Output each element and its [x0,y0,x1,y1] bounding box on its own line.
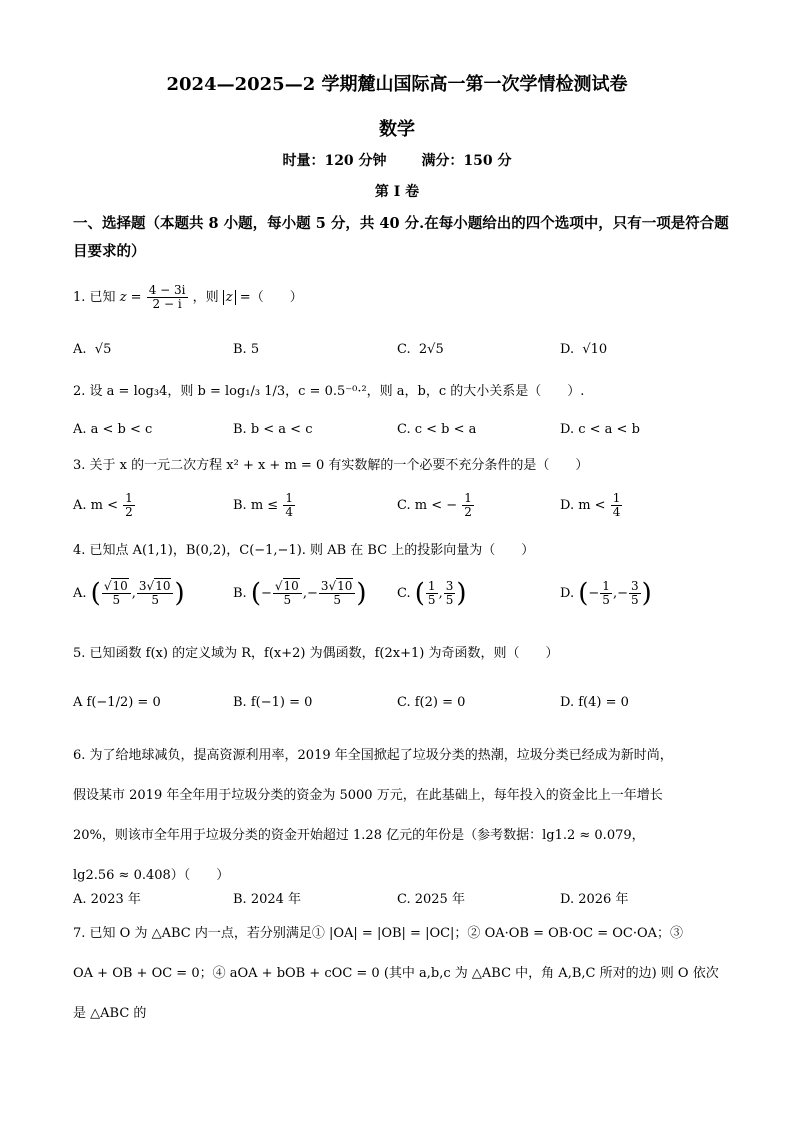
q5-option-b[interactable]: B. f(−1) = 0 [233,695,313,710]
q2-option-d[interactable]: D. c < a < b [560,422,640,437]
denominator: 4 [285,505,293,519]
q7-line-1: 7. 已知 O 为 △ABC 内一点，若分别满足① |OA| = |OB| = |OC|；② OA·OB = OB·OC = OC·OA；③ [73,926,684,941]
q5-options [73,695,733,725]
fraction [444,580,456,607]
q1-abs-z: z [223,290,236,305]
numerator: 1 [602,579,610,593]
numerator: 3 [630,579,639,593]
q3-option-a[interactable] [73,492,136,519]
subject-title: 数学 [379,119,415,140]
numerator: 3 [445,579,454,593]
q4-option-a[interactable]: A. ( $\frac{√10}{5}$ , $\frac{3√10}{5}$ ) [73,578,185,609]
part-label: 第 I 卷 [374,184,420,200]
q6-line-1: 6. 为了给地球减负，提高资源利用率，2019 年全国掀起了垃圾分类的热潮，垃圾分类已经成为新时尚， [73,748,673,763]
q6-line-2: 假设某市 2019 年全年用于垃圾分类的资金为 5000 万元，在此基础上，每年投入的资金比上一年增长 [73,788,663,803]
q1-option-c[interactable] [397,342,444,357]
option-fraction [611,492,623,519]
q3-option-c[interactable] [397,492,475,519]
denominator: 5 [630,593,639,607]
option-letter: C. [397,586,411,601]
q1-prefix: 1. 已知 [73,290,116,305]
full-score: 满分：150 分 [421,153,512,169]
option-text: B. m ≤ [233,498,279,513]
option-fraction [283,492,295,519]
question-6 [73,736,723,896]
time-limit: 时量：120 分钟 [282,153,387,169]
paren-left: ( [414,578,425,609]
option-fraction [123,492,135,519]
fraction [319,580,356,607]
option-value: √10 [582,342,608,357]
denominator: 5 [427,593,436,607]
q2-option-b[interactable]: B. b < a < c [233,422,313,437]
option-text: C. m < − [397,498,458,513]
option-value: 5 [250,342,260,357]
q1-option-d[interactable] [560,342,607,357]
denominator: 5 [112,593,121,607]
q1-mid: ，则 [192,290,219,305]
paren-right: ) [356,578,367,609]
q6-option-d[interactable]: D. 2026 年 [560,892,629,907]
question-4: 4. 已知点 A(1,1)，B(0,2)，C(−1,−1). 则 AB 在 BC 上的投影向量为（ ） [73,543,535,558]
option-value: √5 [94,342,112,357]
option-text: A. m < [73,498,119,513]
q6-line-4: lg2.56 ≈ 0.408）（ ） [73,868,230,883]
paren-left: ( [578,578,589,609]
q1-denominator: 2 − i [152,297,182,311]
option-fraction [462,492,474,519]
q6-option-a[interactable]: A. 2023 年 [73,892,141,907]
option-letter: A. [73,342,87,357]
denominator: 5 [151,593,159,607]
denominator: 4 [612,505,621,519]
question-2: 2. 设 a = log₃4，则 b = log₁/₃ 1/3，c = 0.5⁻⁰·²，则 a，b，c 的大小关系是（ ）. [73,384,585,399]
q3-option-d[interactable] [560,492,623,519]
denominator: 2 [125,505,133,519]
numerator: 1 [464,491,472,505]
q3-option-b[interactable] [233,492,296,519]
q4-option-c[interactable]: C. ( $\frac{1}{5}$ , $\frac{3}{5}$ ) [397,578,467,609]
question-3: 3. 关于 x 的一元二次方程 x² + x + m = 0 有实数解的一个必要不充分条件的是（ ） [73,458,589,473]
q1-z: z = [119,290,142,305]
numerator: 3√10 [319,580,356,594]
paren-right: ) [456,578,467,609]
paren-left: ( [250,578,261,609]
q7-line-2: OA + OB + OC = 0；④ aOA + bOB + cOC = 0 (其中 a,b,c 为 △ABC 中，角 A,B,C 所对的边) 则 O 依次 [73,966,719,981]
numerator: 1 [612,491,621,505]
q4-options [73,580,733,624]
q5-option-a[interactable]: A f(−1/2) = 0 [73,695,161,710]
q2-option-a[interactable]: A. a < b < c [73,422,153,437]
q4-option-d[interactable]: D. (− $\frac{1}{5}$ ,− $\frac{3}{5}$ ) [560,578,652,609]
fraction [600,580,612,607]
question-5: 5. 已知函数 f(x) 的定义域为 R，f(x+2) 为偶函数，f(2x+1) 为奇函数，则（ ） [73,646,559,661]
q2-option-c[interactable]: C. c < b < a [397,422,477,437]
option-letter: C. [397,342,411,357]
fraction [137,580,174,607]
q5-option-c[interactable]: C. f(2) = 0 [397,695,466,710]
q1-eq: =（ ） [239,290,303,305]
paren-right: ) [641,578,652,609]
q4-option-b[interactable]: B. (− $\frac{√10}{5}$ ,− $\frac{3√10}{5}$ ) [233,578,367,609]
option-text: D. m < [560,498,606,513]
q1-numerator: 4 − 3i [148,283,186,297]
fraction [629,580,641,607]
fraction [426,580,438,607]
q1-fraction [147,284,188,311]
paren-right: ) [174,578,185,609]
numerator: √10 [273,580,302,594]
numerator: 1 [285,491,293,505]
numerator: 1 [427,579,436,593]
q7-line-3: 是 △ABC 的 [73,1006,147,1021]
option-letter: A. [73,586,87,601]
q6-option-b[interactable]: B. 2024 年 [233,892,302,907]
numerator: 3√10 [137,580,174,594]
question-7 [73,914,733,1034]
fraction [273,580,302,607]
fraction [102,580,131,607]
denominator: 5 [445,593,454,607]
option-value: 2√5 [418,342,444,357]
q1-option-a[interactable] [73,342,111,357]
denominator: 5 [283,593,292,607]
q6-option-c[interactable]: C. 2025 年 [397,892,465,907]
question-1 [73,284,303,311]
numerator: √10 [102,580,131,594]
denominator: 5 [602,593,610,607]
q3-options [73,492,733,522]
q5-option-d[interactable]: D. f(4) = 0 [560,695,629,710]
q1-option-b[interactable] [233,342,259,357]
exam-title: 2024—2025—2 学期麓山国际高一第一次学情检测试卷 [166,74,628,95]
exam-meta [0,150,794,170]
numerator: 1 [125,491,133,505]
q2-options [73,422,733,452]
option-letter: B. [233,586,247,601]
denominator: 2 [464,505,472,519]
section-heading: 一、选择题（本题共 8 小题，每小题 5 分，共 40 分.在每小题给出的四个选项中，只有一项是符合题目要求的） [73,215,729,260]
option-letter: B. [233,342,247,357]
paren-left: ( [90,578,101,609]
q6-line-3: 20%，则该市全年用于垃圾分类的资金开始超过 1.28 亿元的年份是（参考数据：lg1.2 ≈ 0.079， [73,828,645,843]
denominator: 5 [333,593,341,607]
option-letter: D. [560,586,575,601]
option-letter: D. [560,342,575,357]
q1-options [73,342,733,372]
